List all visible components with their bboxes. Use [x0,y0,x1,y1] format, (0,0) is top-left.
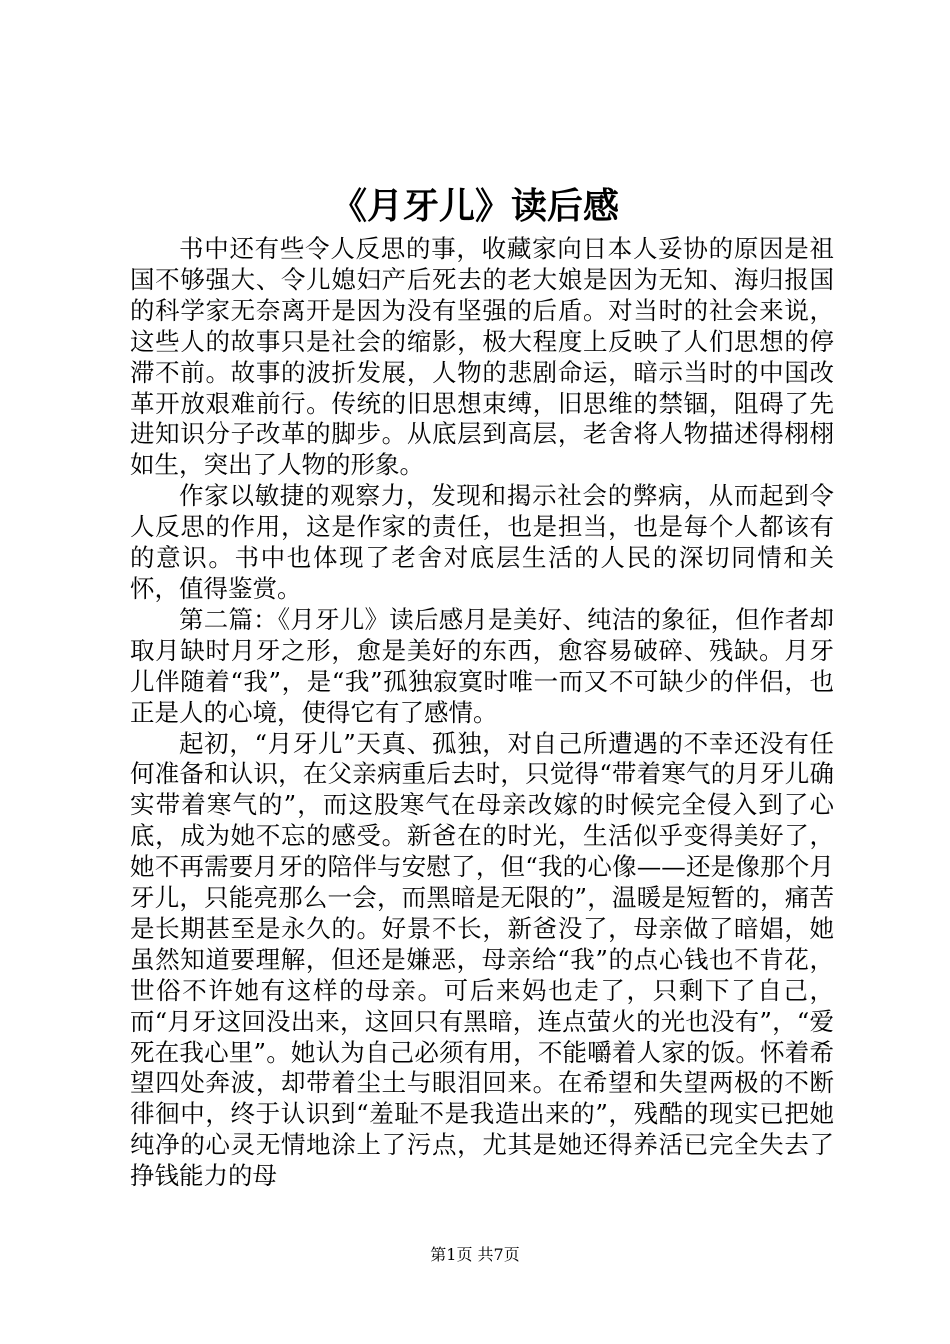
paragraph-3: 第二篇：《月牙儿》读后感月是美好、纯洁的象征，但作者却取月缺时月牙之形，愈是美好的东西，愈容易破碎、残缺。月牙儿伴随着“我”，是“我”孤独寂寞时唯一而又不可缺少的伴侣，也正是人的心境，使得它有了感情。 [130,604,834,727]
paragraph-1: 书中还有些令人反思的事，收藏家向日本人妥协的原因是祖国不够强大、令儿媳妇产后死去的老大娘是因为无知、海归报国的科学家无奈离开是因为没有坚强的后盾。对当时的社会来说，这些人的故事只是社会的缩影，极大程度上反映了人们思想的停滞不前。故事的波折发展，人物的悲剧命运，暗示当时的中国改革开放艰难前行。传统的旧思想束缚，旧思维的禁锢，阻碍了先进知识分子改革的脚步。从底层到高层，老舍将人物描述得栩栩如生，突出了人物的形象。 [130,234,834,480]
paragraph-4: 起初，“月牙儿”天真、孤独，对自己所遭遇的不幸还没有任何准备和认识，在父亲病重后去时，只觉得“带着寒气的月牙儿确实带着寒气的”，而这股寒气在母亲改嫁的时候完全侵入到了心底，成为她不忘的感受。新爸在的时光，生活似乎变得美好了，她不再需要月牙的陪伴与安慰了，但“我的心像——还是像那个月牙儿，只能亮那么一会，而黑暗是无限的”，温暖是短暂的，痛苦是长期甚至是永久的。好景不长，新爸没了，母亲做了暗娼，她虽然知道要理解，但还是嫌恶，母亲给“我”的点心钱也不肯花，世俗不许她有这样的母亲。可后来妈也走了，只剩下了自己，而“月牙这回没出来，这回只有黑暗，连点萤火的光也没有”，“爱死在我心里”。她认为自己必须有用，不能嚼着人家的饭。怀着希望四处奔波，却带着尘土与眼泪回来。在希望和失望两极的不断徘徊中，终于认识到“羞耻不是我造出来的”，残酷的现实已把她纯净的心灵无情地涂上了污点，尤其是她还得养活已完全失去了挣钱能力的母 [130,728,834,1191]
document-body [130,234,834,1192]
page-number-footer: 第1页 共7页 [430,1245,520,1264]
document-title: 《月牙儿》读后感 [330,185,619,227]
paragraph-2: 作家以敏捷的观察力，发现和揭示社会的弊病，从而起到令人反思的作用，这是作家的责任，也是担当，也是每个人都该有的意识。书中也体现了老舍对底层生活的人民的深切同情和关怀，值得鉴赏。 [130,481,834,603]
